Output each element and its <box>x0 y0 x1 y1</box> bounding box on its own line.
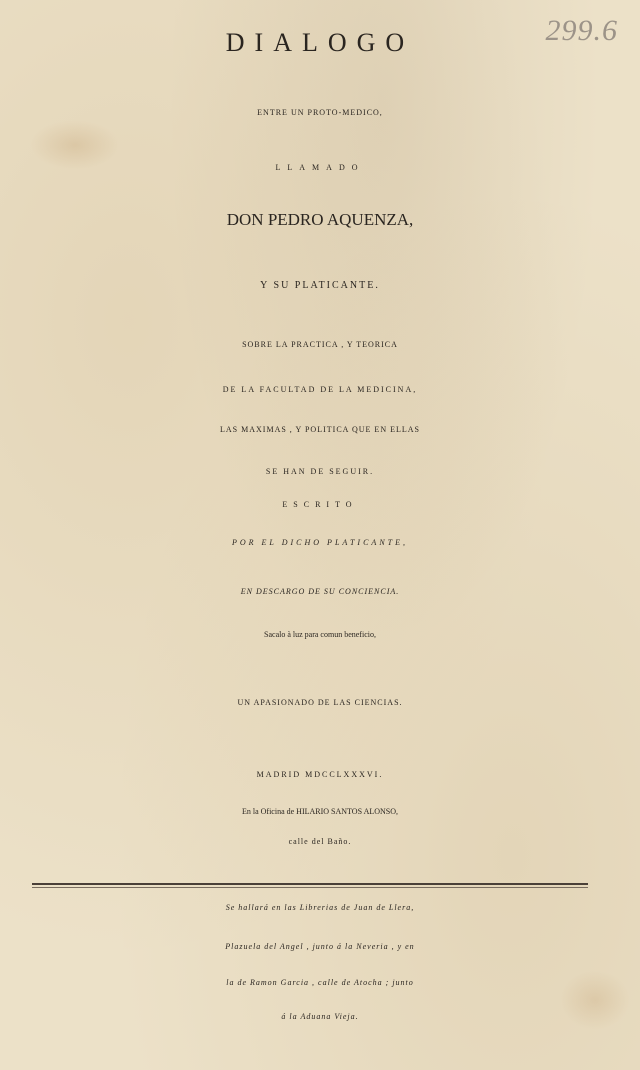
imprint-place-date: MADRID MDCCLXXXVI. <box>256 770 384 779</box>
sale-note-line: Se hallará en las Librerias de Juan de Llera, <box>225 903 415 912</box>
divider-rule <box>32 883 588 888</box>
sale-note-line: á la Aduana Vieja. <box>281 1012 359 1021</box>
title-line: ENTRE UN PROTO-MEDICO, <box>257 108 383 117</box>
subtitle-line: DE LA FACULTAD DE LA MEDICINA, <box>222 385 418 394</box>
subtitle-line: SE HAN DE SEGUIR. <box>265 467 375 476</box>
author-line: EN DESCARGO DE SU CONCIENCIA. <box>240 587 400 596</box>
editor-line: UN APASIONADO DE LAS CIENCIAS. <box>237 698 403 707</box>
subtitle-line: SOBRE LA PRACTICA , Y TEORICA <box>242 340 398 349</box>
sale-note-line: la de Ramon Garcia , calle de Atocha ; junto <box>226 978 414 987</box>
author-line: POR EL DICHO PLATICANTE, <box>231 538 408 547</box>
author-line: ESCRITO <box>282 500 358 509</box>
sale-note-line: Plazuela del Angel , junto á la Neveria , y en <box>225 942 415 951</box>
title-line: DON PEDRO AQUENZA, <box>226 210 414 229</box>
main-title: DIALOGO <box>225 28 415 57</box>
title-line: LLAMADO <box>275 163 365 172</box>
title-line: Y SU PLATICANTE. <box>260 280 380 291</box>
pencil-shelfmark: 299.6 <box>545 14 618 47</box>
imprint-printer: En la Oficina de HILARIO SANTOS ALONSO, <box>241 807 399 816</box>
subtitle-line: LAS MAXIMAS , Y POLITICA QUE EN ELLAS <box>220 425 420 434</box>
editor-line: Sacalo à luz para comun beneficio, <box>264 630 376 639</box>
imprint-street: calle del Baño. <box>288 837 352 846</box>
